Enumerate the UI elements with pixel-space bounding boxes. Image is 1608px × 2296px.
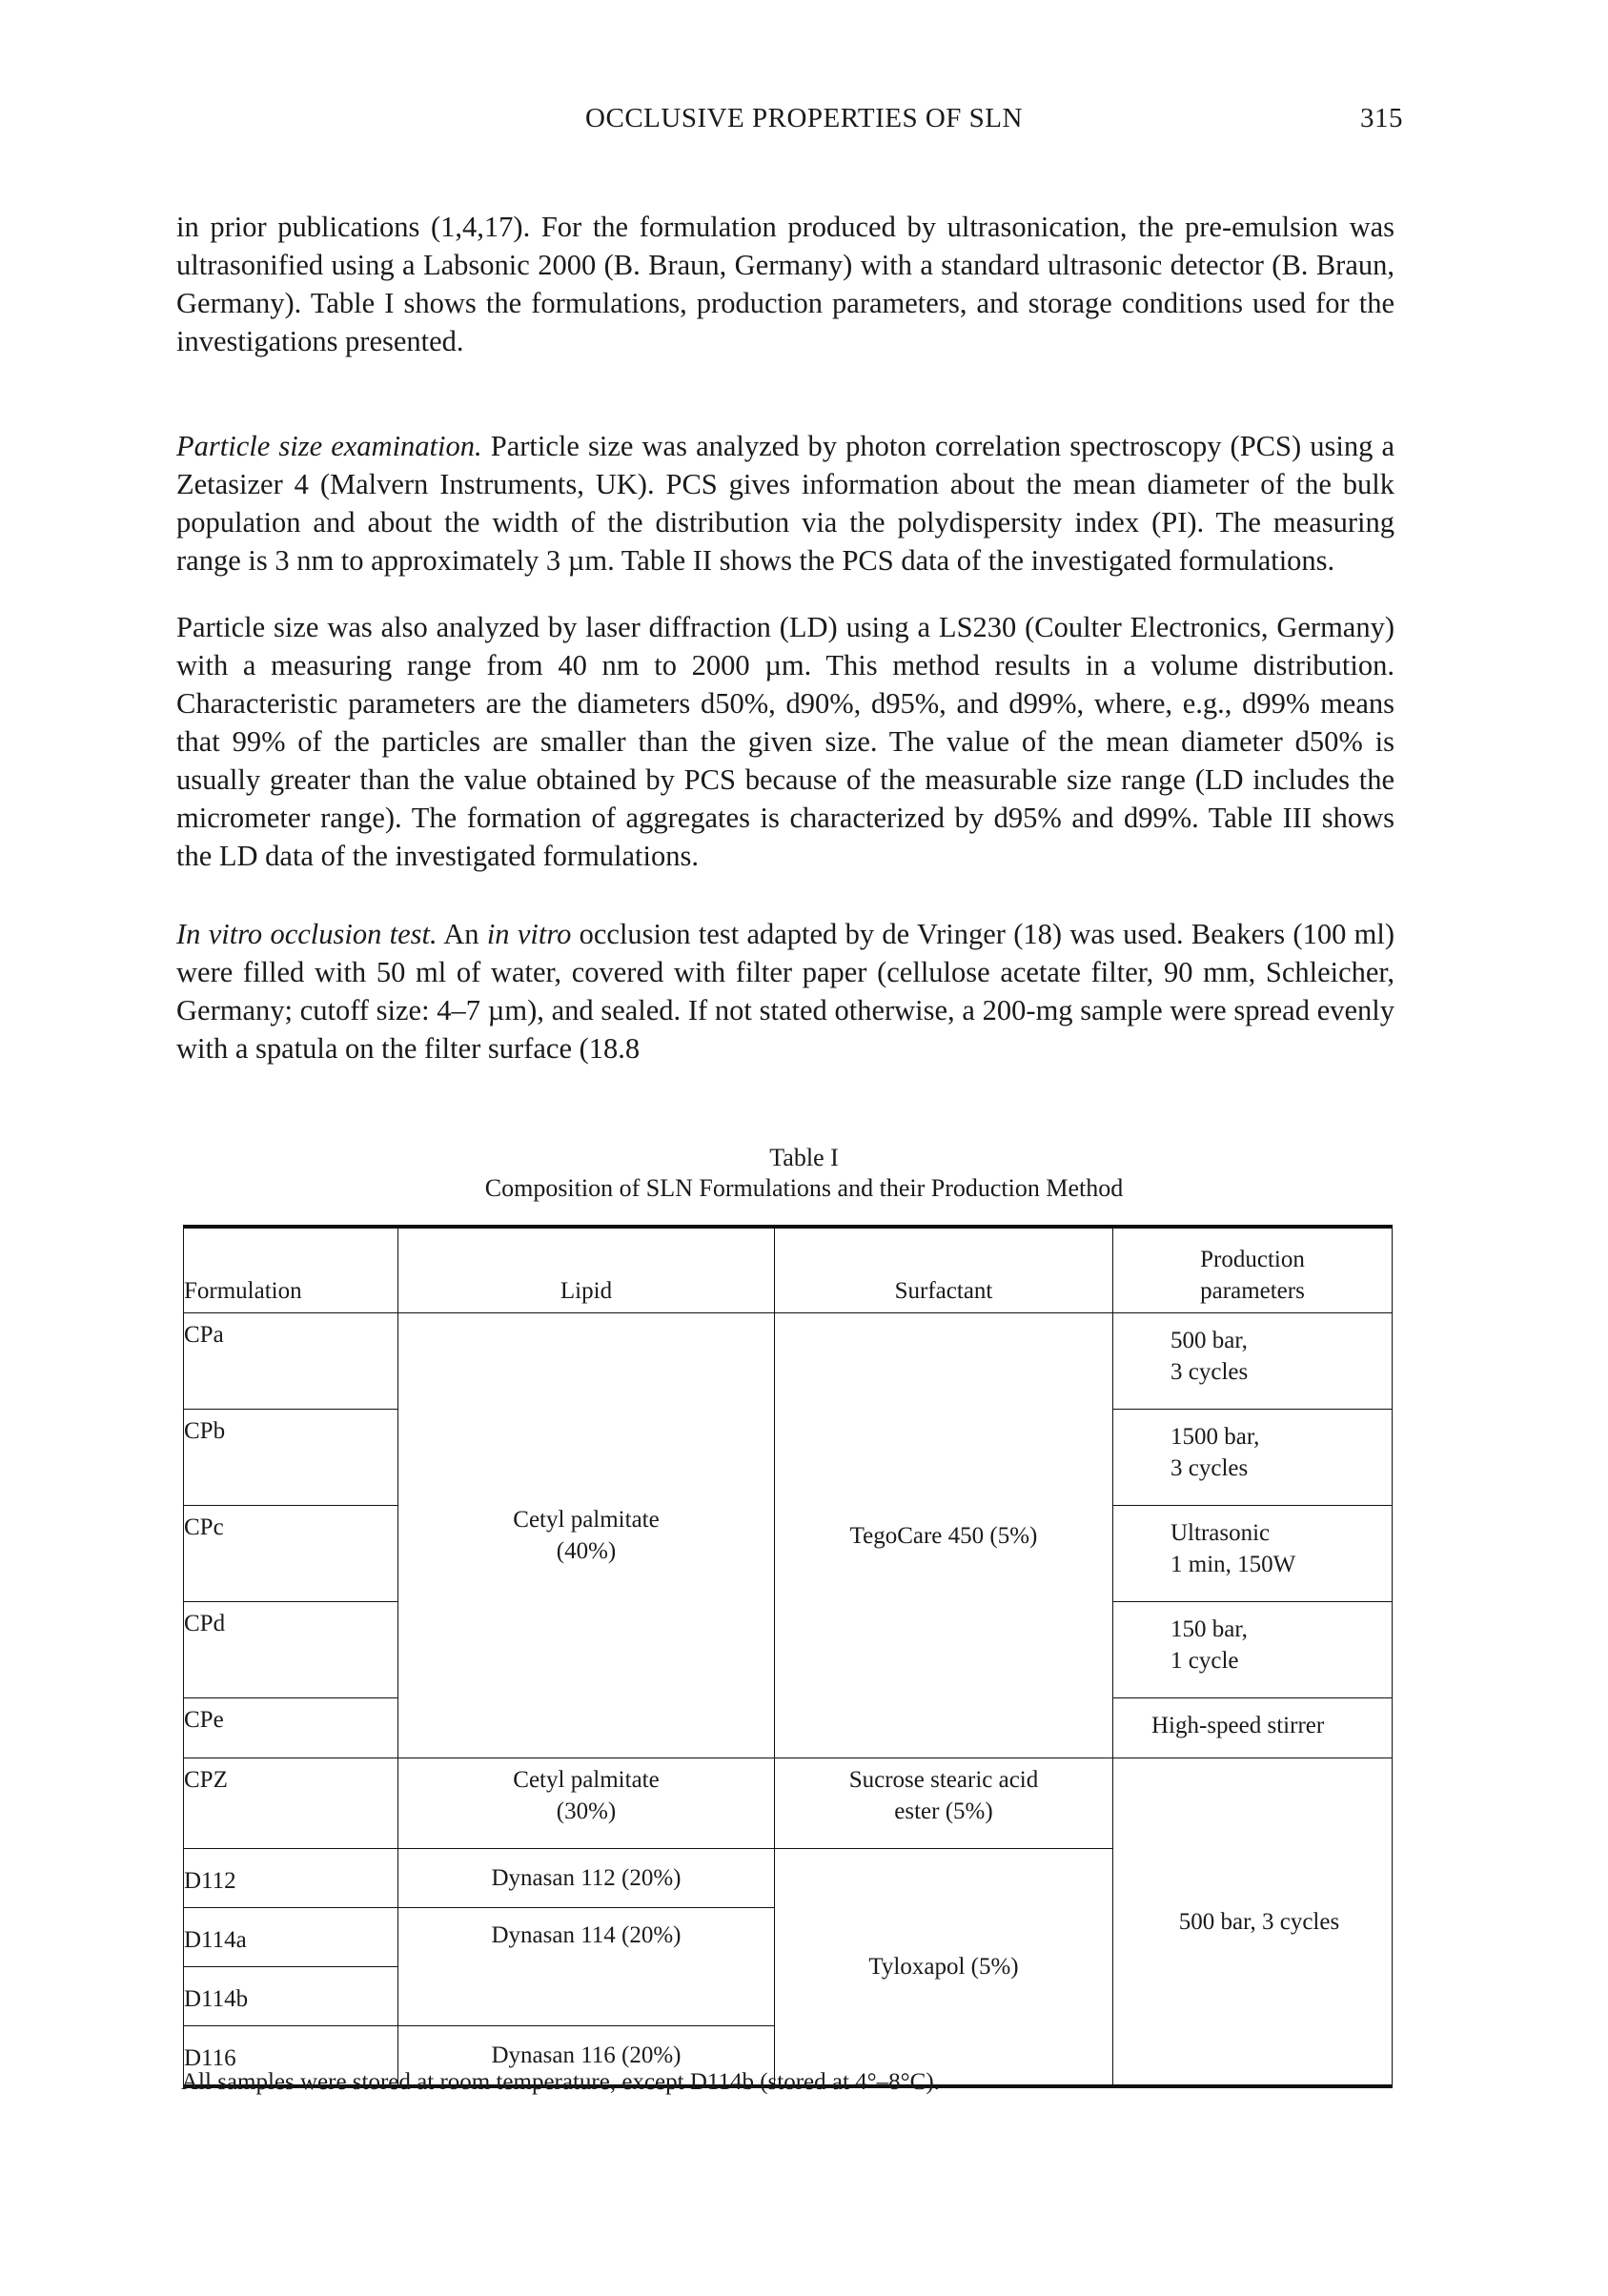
paragraph-text: in prior publications (1,4,17). For the formulation produced by ultrasonication, the pre-emulsion was ultrasonified using a Labsonic 2000 (B. Braun, Germany) with a standard ultrasonic detector (B. Braun, Germany). Table I shows the formulations, production parameters, and storage conditions used for the investigations presented. — [176, 211, 1394, 357]
paragraph-occlusion-test — [176, 915, 1394, 1081]
cell-production — [1113, 1506, 1393, 1602]
formulation-table — [183, 1225, 1393, 2088]
table-footnote: All samples were stored at room temperature, except D114b (stored at 4°–8°C). — [181, 2069, 940, 2095]
cell-production — [1113, 1602, 1393, 1698]
paragraph-text: An — [437, 918, 487, 950]
cell-lipid: Dynasan 116 (20%) — [398, 2026, 775, 2087]
cell-production — [1113, 1410, 1393, 1506]
cell-formulation: CPd — [184, 1602, 398, 1698]
header-production-line2: parameters — [1200, 1278, 1305, 1304]
paragraph-text: Particle size was analyzed by photon correlation spectroscopy (PCS) using a Zetasizer 4 (Malvern Instruments, UK). PCS gives information about the mean diameter of the bulk population and about the width of the distribution via the polydispersity index (PI). The measuring range is 3 nm to approximately 3 µm. Table II shows the PCS data of the investigated formulations. — [176, 430, 1394, 577]
header-surfactant: Surfactant — [775, 1227, 1113, 1313]
lipid-line2: (30%) — [556, 1798, 617, 1824]
paragraph-text: occlusion test adapted by de Vringer (18) was used. Beakers (100 ml) were filled with 50 ml of water, covered with filter paper (cellulose acetate filter, 90 mm, Schleicher, Germany; cutoff size: 4–7 µm), and sealed. If not stated otherwise, a 200-mg sample were spread evenly with a spatula on the filter surface (18.8 — [176, 918, 1394, 1065]
running-head-title: OCCLUSIVE PROPERTIES OF SLN — [585, 103, 1023, 133]
table-row — [184, 1758, 1393, 1849]
cell-production — [1113, 1313, 1393, 1410]
table-header-row — [184, 1227, 1393, 1313]
production-line1: 500 bar, — [1170, 1328, 1248, 1353]
cell-formulation: CPa — [184, 1313, 398, 1410]
lipid-line1: Cetyl palmitate — [513, 1507, 660, 1533]
table-title: Composition of SLN Formulations and their Production Method — [484, 1174, 1124, 1202]
cell-formulation: D114b — [184, 1967, 398, 2026]
lipid-line2: (40%) — [556, 1538, 617, 1564]
cell-formulation: CPb — [184, 1410, 398, 1506]
cell-lipid: Dynasan 114 (20%) — [398, 1908, 775, 2026]
cell-formulation: CPZ — [184, 1758, 398, 1849]
lipid-line1: Cetyl palmitate — [513, 1767, 660, 1793]
cell-surfactant — [775, 1758, 1113, 1849]
cell-production-merged: 500 bar, 3 cycles — [1113, 1758, 1393, 2087]
header-production — [1113, 1227, 1393, 1313]
cell-lipid: Dynasan 112 (20%) — [398, 1849, 775, 1908]
production-line2: 1 min, 150W — [1170, 1552, 1296, 1577]
italic-term: in vitro — [486, 918, 572, 950]
section-heading-particle-size: Particle size examination. — [176, 430, 482, 462]
paragraph-particle-size-ld — [176, 608, 1394, 888]
paragraph-text: Particle size was also analyzed by laser diffraction (LD) using a LS230 (Coulter Electronics, Germany) with a measuring range from 40 nm to 2000 µm. This method results in a volume distribution. Characteristic parameters are the diameters d50%, d90%, d95%, and d99%, where, e.g., d99% means that 99% of the particles are smaller than the given size. The value of the mean diameter d50% is usually greater than the value obtained by PCS because of the measurable size range (LD includes the micrometer range). The formation of aggregates is characterized by d95% and d99%. Table III shows the LD data of the investigated formulations. — [176, 611, 1394, 872]
surfactant-line1: Sucrose stearic acid — [848, 1767, 1039, 1793]
cell-formulation: D112 — [184, 1849, 398, 1908]
cell-formulation: CPe — [184, 1698, 398, 1758]
running-head — [0, 103, 1608, 145]
paragraph-methods-intro — [176, 208, 1394, 374]
paragraph-particle-size-pcs — [176, 427, 1394, 593]
cell-formulation: D116 — [184, 2026, 398, 2087]
table-row — [184, 1313, 1393, 1410]
production-line1: 150 bar, — [1170, 1616, 1248, 1642]
page-number: 315 — [1360, 103, 1403, 133]
production-line1: 1500 bar, — [1170, 1424, 1260, 1450]
header-production-line1: Production — [1200, 1247, 1305, 1272]
cell-surfactant: Tyloxapol (5%) — [775, 1849, 1113, 2087]
cell-formulation: CPc — [184, 1506, 398, 1602]
cell-formulation: D114a — [184, 1908, 398, 1967]
production-line2: 1 cycle — [1170, 1648, 1239, 1674]
cell-surfactant: TegoCare 450 (5%) — [775, 1313, 1113, 1758]
cell-production: High-speed stirrer — [1113, 1698, 1393, 1758]
production-line2: 3 cycles — [1170, 1359, 1249, 1385]
cell-lipid — [398, 1758, 775, 1849]
cell-lipid — [398, 1313, 775, 1758]
production-line1: Ultrasonic — [1170, 1520, 1271, 1546]
header-formulation: Formulation — [184, 1227, 398, 1313]
production-line2: 3 cycles — [1170, 1455, 1249, 1481]
surfactant-line2: ester (5%) — [894, 1798, 993, 1824]
header-lipid: Lipid — [398, 1227, 775, 1313]
section-heading-occlusion: In vitro occlusion test. — [176, 918, 438, 950]
table-label: Table I — [769, 1144, 839, 1171]
